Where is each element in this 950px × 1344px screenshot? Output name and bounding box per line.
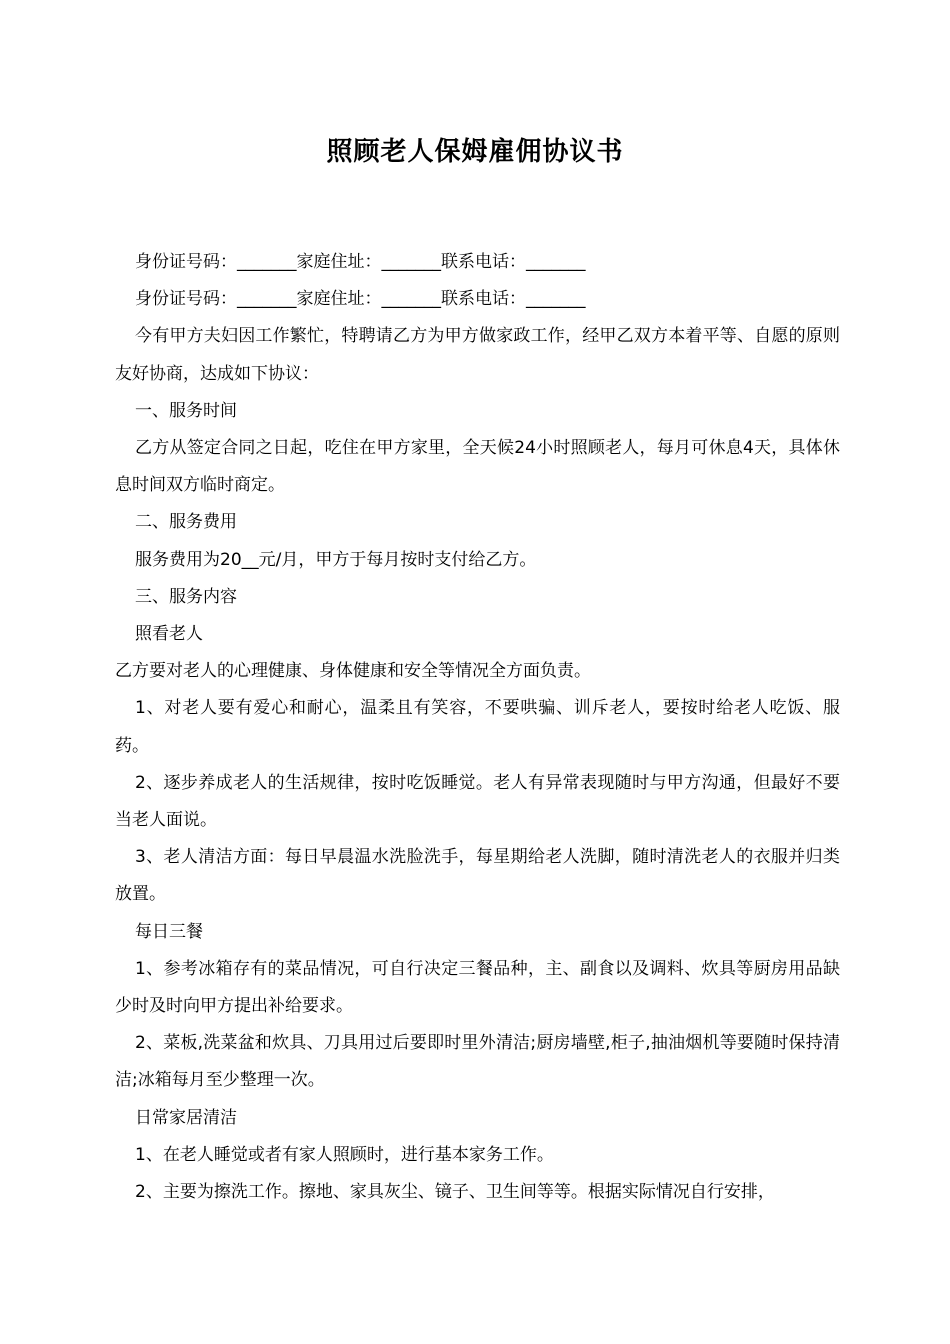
intro-paragraph: 今有甲方夫妇因工作繁忙，特聘请乙方为甲方做家政工作，经甲乙双方本着平等、自愿的原则友好协商，达成如下协议： [115,326,840,384]
document-body [115,244,840,1211]
cleaning-item-2: 2、主要为擦洗工作。擦地、家具灰尘、镜子、卫生间等等。根据实际情况自行安排， [135,1182,775,1203]
section-heading-service-content: 三、服务内容 [135,586,237,607]
meals-item-2: 2、菜板,洗菜盆和炊具、刀具用过后要即时里外清洁;厨房墙壁,柜子,抽油烟机等要随时保持清洁;冰箱每月至少整理一次。 [115,1033,840,1091]
elder-care-item-1: 1、对老人要有爱心和耐心，温柔且有笑容，不要哄骗、训斥老人，要按时给老人吃饭、服药。 [115,698,840,756]
meals-item-1: 1、参考冰箱存有的菜品情况，可自行决定三餐品种，主、副食以及调料、炊具等厨房用品缺少时及时向甲方提出补给要求。 [115,958,840,1017]
section-heading-service-fee: 二、服务费用 [135,512,237,533]
party-b-info-line: 身份证号码：_______家庭住址：_______联系电话：_______ [135,289,586,310]
subheading-elder-care: 照看老人 [135,624,203,645]
service-time-paragraph: 乙方从签定合同之日起，吃住在甲方家里，全天候24小时照顾老人，每月可休息4天，具体休息时间双方临时商定。 [115,438,840,496]
subheading-home-cleaning: 日常家居清洁 [135,1107,237,1128]
elder-care-paragraph: 乙方要对老人的心理健康、身体健康和安全等情况全方面负责。 [115,661,591,682]
document-title: 照顾老人保姆雇佣协议书 [326,137,624,167]
subheading-three-meals: 每日三餐 [135,921,203,942]
elder-care-item-3: 3、老人清洁方面：每日早晨温水洗脸洗手，每星期给老人洗脚，随时清洗老人的衣服并归类放置。 [115,847,840,905]
cleaning-item-1: 1、在老人睡觉或者有家人照顾时，进行基本家务工作。 [135,1144,554,1165]
elder-care-item-2: 2、逐步养成老人的生活规律，按时吃饭睡觉。老人有异常表现随时与甲方沟通，但最好不要当老人面说。 [115,772,840,831]
service-fee-paragraph: 服务费用为20__元/月，甲方于每月按时支付给乙方。 [135,549,537,570]
section-heading-service-time: 一、服务时间 [135,400,237,421]
party-a-info-line: 身份证号码：_______家庭住址：_______联系电话：_______ [135,252,586,272]
